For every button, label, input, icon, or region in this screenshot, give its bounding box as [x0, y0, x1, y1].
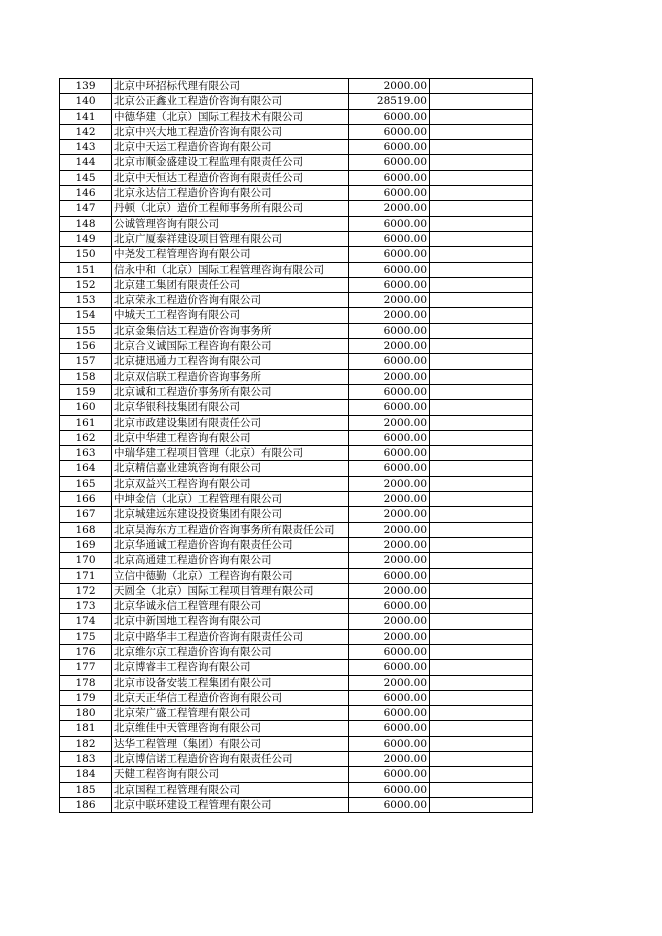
company-name-cell: 北京金集信达工程造价咨询事务所	[112, 323, 349, 338]
row-number-cell: 172	[60, 583, 112, 598]
amount-cell: 6000.00	[349, 140, 430, 155]
blank-cell	[430, 155, 533, 170]
row-number-cell: 183	[60, 752, 112, 767]
company-name-cell: 北京昊海东方工程造价咨询事务所有限责任公司	[112, 522, 349, 537]
row-number-cell: 155	[60, 323, 112, 338]
table-row	[60, 369, 533, 384]
blank-cell	[430, 675, 533, 690]
row-number-cell: 149	[60, 231, 112, 246]
amount-cell: 2000.00	[349, 522, 430, 537]
row-number-cell: 162	[60, 430, 112, 445]
blank-cell	[430, 660, 533, 675]
blank-cell	[430, 706, 533, 721]
table-row	[60, 537, 533, 552]
row-number-cell: 178	[60, 675, 112, 690]
table-row	[60, 430, 533, 445]
company-name-cell: 中城天工工程咨询有限公司	[112, 308, 349, 323]
amount-cell: 2000.00	[349, 614, 430, 629]
table-row	[60, 186, 533, 201]
company-name-cell: 北京荣广盛工程管理有限公司	[112, 706, 349, 721]
table-row	[60, 293, 533, 308]
blank-cell	[430, 797, 533, 812]
amount-cell: 2000.00	[349, 476, 430, 491]
amount-cell: 6000.00	[349, 782, 430, 797]
table-row	[60, 675, 533, 690]
amount-cell: 2000.00	[349, 293, 430, 308]
row-number-cell: 139	[60, 79, 112, 94]
blank-cell	[430, 186, 533, 201]
row-number-cell: 169	[60, 537, 112, 552]
blank-cell	[430, 231, 533, 246]
table-row	[60, 644, 533, 659]
blank-cell	[430, 415, 533, 430]
blank-cell	[430, 216, 533, 231]
row-number-cell: 156	[60, 339, 112, 354]
amount-cell: 2000.00	[349, 201, 430, 216]
table-row	[60, 446, 533, 461]
blank-cell	[430, 369, 533, 384]
blank-cell	[430, 461, 533, 476]
amount-cell: 6000.00	[349, 430, 430, 445]
table-row	[60, 461, 533, 476]
blank-cell	[430, 736, 533, 751]
amount-cell: 2000.00	[349, 79, 430, 94]
table-row	[60, 400, 533, 415]
blank-cell	[430, 354, 533, 369]
row-number-cell: 161	[60, 415, 112, 430]
amount-cell: 2000.00	[349, 415, 430, 430]
blank-cell	[430, 430, 533, 445]
row-number-cell: 175	[60, 629, 112, 644]
company-name-cell: 立信中德勤（北京）工程咨询有限公司	[112, 568, 349, 583]
table-row	[60, 752, 533, 767]
company-name-cell: 北京双益兴工程咨询有限公司	[112, 476, 349, 491]
row-number-cell: 166	[60, 492, 112, 507]
blank-cell	[430, 629, 533, 644]
row-number-cell: 145	[60, 170, 112, 185]
row-number-cell: 150	[60, 247, 112, 262]
amount-cell: 6000.00	[349, 736, 430, 751]
amount-cell: 2000.00	[349, 629, 430, 644]
amount-cell: 6000.00	[349, 277, 430, 292]
amount-cell: 2000.00	[349, 339, 430, 354]
table-row	[60, 797, 533, 812]
row-number-cell: 182	[60, 736, 112, 751]
amount-cell: 2000.00	[349, 583, 430, 598]
company-name-cell: 北京合义诚国际工程咨询有限公司	[112, 339, 349, 354]
blank-cell	[430, 522, 533, 537]
amount-cell: 6000.00	[349, 231, 430, 246]
company-name-cell: 丹顿（北京）造价工程师事务所有限公司	[112, 201, 349, 216]
table-row	[60, 339, 533, 354]
blank-cell	[430, 170, 533, 185]
row-number-cell: 168	[60, 522, 112, 537]
blank-cell	[430, 476, 533, 491]
amount-cell: 6000.00	[349, 354, 430, 369]
table-row	[60, 507, 533, 522]
company-name-cell: 北京国程工程管理有限公司	[112, 782, 349, 797]
amount-cell: 6000.00	[349, 384, 430, 399]
company-name-cell: 北京华诚永信工程管理有限公司	[112, 599, 349, 614]
amount-cell: 2000.00	[349, 308, 430, 323]
row-number-cell: 154	[60, 308, 112, 323]
table-row	[60, 736, 533, 751]
row-number-cell: 181	[60, 721, 112, 736]
blank-cell	[430, 308, 533, 323]
blank-cell	[430, 247, 533, 262]
company-name-cell: 天圆全（北京）国际工程项目管理有限公司	[112, 583, 349, 598]
row-number-cell: 142	[60, 124, 112, 139]
amount-cell: 6000.00	[349, 599, 430, 614]
row-number-cell: 141	[60, 109, 112, 124]
amount-cell: 2000.00	[349, 369, 430, 384]
company-name-cell: 北京中新国地工程咨询有限公司	[112, 614, 349, 629]
company-name-cell: 北京中兴大地工程造价咨询有限公司	[112, 124, 349, 139]
row-number-cell: 147	[60, 201, 112, 216]
row-number-cell: 167	[60, 507, 112, 522]
company-name-cell: 北京荣永工程造价咨询有限公司	[112, 293, 349, 308]
table-row	[60, 522, 533, 537]
blank-cell	[430, 599, 533, 614]
company-name-cell: 北京市设备安装工程集团有限公司	[112, 675, 349, 690]
table-row	[60, 109, 533, 124]
table-row	[60, 262, 533, 277]
table-row	[60, 492, 533, 507]
amount-cell: 2000.00	[349, 507, 430, 522]
blank-cell	[430, 384, 533, 399]
blank-cell	[430, 140, 533, 155]
amount-cell: 6000.00	[349, 461, 430, 476]
company-name-cell: 公诚管理咨询有限公司	[112, 216, 349, 231]
row-number-cell: 152	[60, 277, 112, 292]
blank-cell	[430, 79, 533, 94]
company-name-cell: 北京中天恒达工程造价咨询有限责任公司	[112, 170, 349, 185]
blank-cell	[430, 124, 533, 139]
company-name-cell: 北京捷迅通力工程咨询有限公司	[112, 354, 349, 369]
company-name-cell: 北京城建远东建设投资集团有限公司	[112, 507, 349, 522]
row-number-cell: 143	[60, 140, 112, 155]
amount-cell: 6000.00	[349, 400, 430, 415]
amount-cell: 2000.00	[349, 752, 430, 767]
table-row	[60, 415, 533, 430]
blank-cell	[430, 583, 533, 598]
company-name-cell: 北京广厦泰祥建设项目管理有限公司	[112, 231, 349, 246]
blank-cell	[430, 644, 533, 659]
blank-cell	[430, 614, 533, 629]
table-row	[60, 568, 533, 583]
company-name-cell: 北京博睿丰工程咨询有限公司	[112, 660, 349, 675]
company-name-cell: 达华工程管理（集团）有限公司	[112, 736, 349, 751]
table-row	[60, 553, 533, 568]
table-row	[60, 629, 533, 644]
companies-table-body	[60, 79, 533, 813]
blank-cell	[430, 690, 533, 705]
table-row	[60, 384, 533, 399]
table-row	[60, 170, 533, 185]
row-number-cell: 171	[60, 568, 112, 583]
blank-cell	[430, 568, 533, 583]
table-row	[60, 216, 533, 231]
blank-cell	[430, 94, 533, 109]
row-number-cell: 184	[60, 767, 112, 782]
table-row	[60, 614, 533, 629]
table-row	[60, 140, 533, 155]
company-name-cell: 北京中路华丰工程造价咨询有限责任公司	[112, 629, 349, 644]
company-name-cell: 北京市政建设集团有限责任公司	[112, 415, 349, 430]
table-row	[60, 660, 533, 675]
company-name-cell: 北京双信联工程造价咨询事务所	[112, 369, 349, 384]
row-number-cell: 140	[60, 94, 112, 109]
table-row	[60, 476, 533, 491]
company-name-cell: 北京华银科技集团有限公司	[112, 400, 349, 415]
amount-cell: 6000.00	[349, 690, 430, 705]
amount-cell: 6000.00	[349, 721, 430, 736]
row-number-cell: 163	[60, 446, 112, 461]
table-row	[60, 247, 533, 262]
row-number-cell: 179	[60, 690, 112, 705]
companies-table	[59, 78, 533, 813]
blank-cell	[430, 752, 533, 767]
blank-cell	[430, 400, 533, 415]
row-number-cell: 180	[60, 706, 112, 721]
table-row	[60, 124, 533, 139]
amount-cell: 6000.00	[349, 124, 430, 139]
table-row	[60, 721, 533, 736]
blank-cell	[430, 201, 533, 216]
amount-cell: 6000.00	[349, 109, 430, 124]
row-number-cell: 174	[60, 614, 112, 629]
company-name-cell: 北京天正华信工程造价咨询有限公司	[112, 690, 349, 705]
blank-cell	[430, 293, 533, 308]
blank-cell	[430, 537, 533, 552]
blank-cell	[430, 277, 533, 292]
blank-cell	[430, 262, 533, 277]
company-name-cell: 北京公正鑫业工程造价咨询有限公司	[112, 94, 349, 109]
row-number-cell: 165	[60, 476, 112, 491]
row-number-cell: 160	[60, 400, 112, 415]
table-row	[60, 782, 533, 797]
company-name-cell: 天健工程咨询有限公司	[112, 767, 349, 782]
amount-cell: 6000.00	[349, 323, 430, 338]
company-name-cell: 北京中天运工程造价咨询有限公司	[112, 140, 349, 155]
row-number-cell: 177	[60, 660, 112, 675]
company-name-cell: 北京市顺金盛建设工程监理有限责任公司	[112, 155, 349, 170]
row-number-cell: 151	[60, 262, 112, 277]
company-name-cell: 北京中华建工程咨询有限公司	[112, 430, 349, 445]
company-name-cell: 中坤金信（北京）工程管理有限公司	[112, 492, 349, 507]
row-number-cell: 185	[60, 782, 112, 797]
company-name-cell: 北京永达信工程造价咨询有限公司	[112, 186, 349, 201]
row-number-cell: 148	[60, 216, 112, 231]
table-row	[60, 599, 533, 614]
company-name-cell: 中德华建（北京）国际工程技术有限公司	[112, 109, 349, 124]
company-name-cell: 北京维佳中天管理咨询有限公司	[112, 721, 349, 736]
spreadsheet-region	[59, 78, 533, 813]
table-row	[60, 354, 533, 369]
blank-cell	[430, 767, 533, 782]
table-row	[60, 94, 533, 109]
row-number-cell: 153	[60, 293, 112, 308]
blank-cell	[430, 507, 533, 522]
amount-cell: 6000.00	[349, 247, 430, 262]
amount-cell: 6000.00	[349, 797, 430, 812]
company-name-cell: 北京维尔京工程造价咨询有限公司	[112, 644, 349, 659]
amount-cell: 6000.00	[349, 706, 430, 721]
company-name-cell: 北京建工集团有限责任公司	[112, 277, 349, 292]
table-row	[60, 231, 533, 246]
amount-cell: 6000.00	[349, 660, 430, 675]
amount-cell: 6000.00	[349, 216, 430, 231]
amount-cell: 6000.00	[349, 446, 430, 461]
amount-cell: 6000.00	[349, 170, 430, 185]
table-row	[60, 308, 533, 323]
row-number-cell: 146	[60, 186, 112, 201]
row-number-cell: 159	[60, 384, 112, 399]
amount-cell: 2000.00	[349, 492, 430, 507]
company-name-cell: 北京博信诺工程造价咨询有限责任公司	[112, 752, 349, 767]
row-number-cell: 158	[60, 369, 112, 384]
table-row	[60, 583, 533, 598]
blank-cell	[430, 446, 533, 461]
company-name-cell: 北京中联环建设工程管理有限公司	[112, 797, 349, 812]
table-row	[60, 277, 533, 292]
company-name-cell: 中瑞华建工程项目管理（北京）有限公司	[112, 446, 349, 461]
company-name-cell: 北京精信嘉业建筑咨询有限公司	[112, 461, 349, 476]
amount-cell: 6000.00	[349, 644, 430, 659]
row-number-cell: 176	[60, 644, 112, 659]
table-row	[60, 690, 533, 705]
table-row	[60, 323, 533, 338]
company-name-cell: 北京华通诚工程造价咨询有限责任公司	[112, 537, 349, 552]
amount-cell: 2000.00	[349, 675, 430, 690]
blank-cell	[430, 339, 533, 354]
company-name-cell: 北京中环招标代理有限公司	[112, 79, 349, 94]
blank-cell	[430, 323, 533, 338]
company-name-cell: 北京诚和工程造价事务所有限公司	[112, 384, 349, 399]
row-number-cell: 164	[60, 461, 112, 476]
row-number-cell: 173	[60, 599, 112, 614]
row-number-cell: 157	[60, 354, 112, 369]
amount-cell: 2000.00	[349, 553, 430, 568]
amount-cell: 6000.00	[349, 186, 430, 201]
amount-cell: 28519.00	[349, 94, 430, 109]
amount-cell: 6000.00	[349, 568, 430, 583]
amount-cell: 6000.00	[349, 262, 430, 277]
row-number-cell: 186	[60, 797, 112, 812]
table-row	[60, 706, 533, 721]
table-row	[60, 201, 533, 216]
row-number-cell: 144	[60, 155, 112, 170]
company-name-cell: 信永中和（北京）国际工程管理咨询有限公司	[112, 262, 349, 277]
row-number-cell: 170	[60, 553, 112, 568]
amount-cell: 6000.00	[349, 767, 430, 782]
blank-cell	[430, 782, 533, 797]
blank-cell	[430, 109, 533, 124]
table-row	[60, 79, 533, 94]
company-name-cell: 北京高通建工程造价咨询有限公司	[112, 553, 349, 568]
blank-cell	[430, 492, 533, 507]
blank-cell	[430, 553, 533, 568]
table-row	[60, 767, 533, 782]
table-row	[60, 155, 533, 170]
amount-cell: 6000.00	[349, 155, 430, 170]
amount-cell: 2000.00	[349, 537, 430, 552]
company-name-cell: 中尧发工程管理咨询有限公司	[112, 247, 349, 262]
blank-cell	[430, 721, 533, 736]
